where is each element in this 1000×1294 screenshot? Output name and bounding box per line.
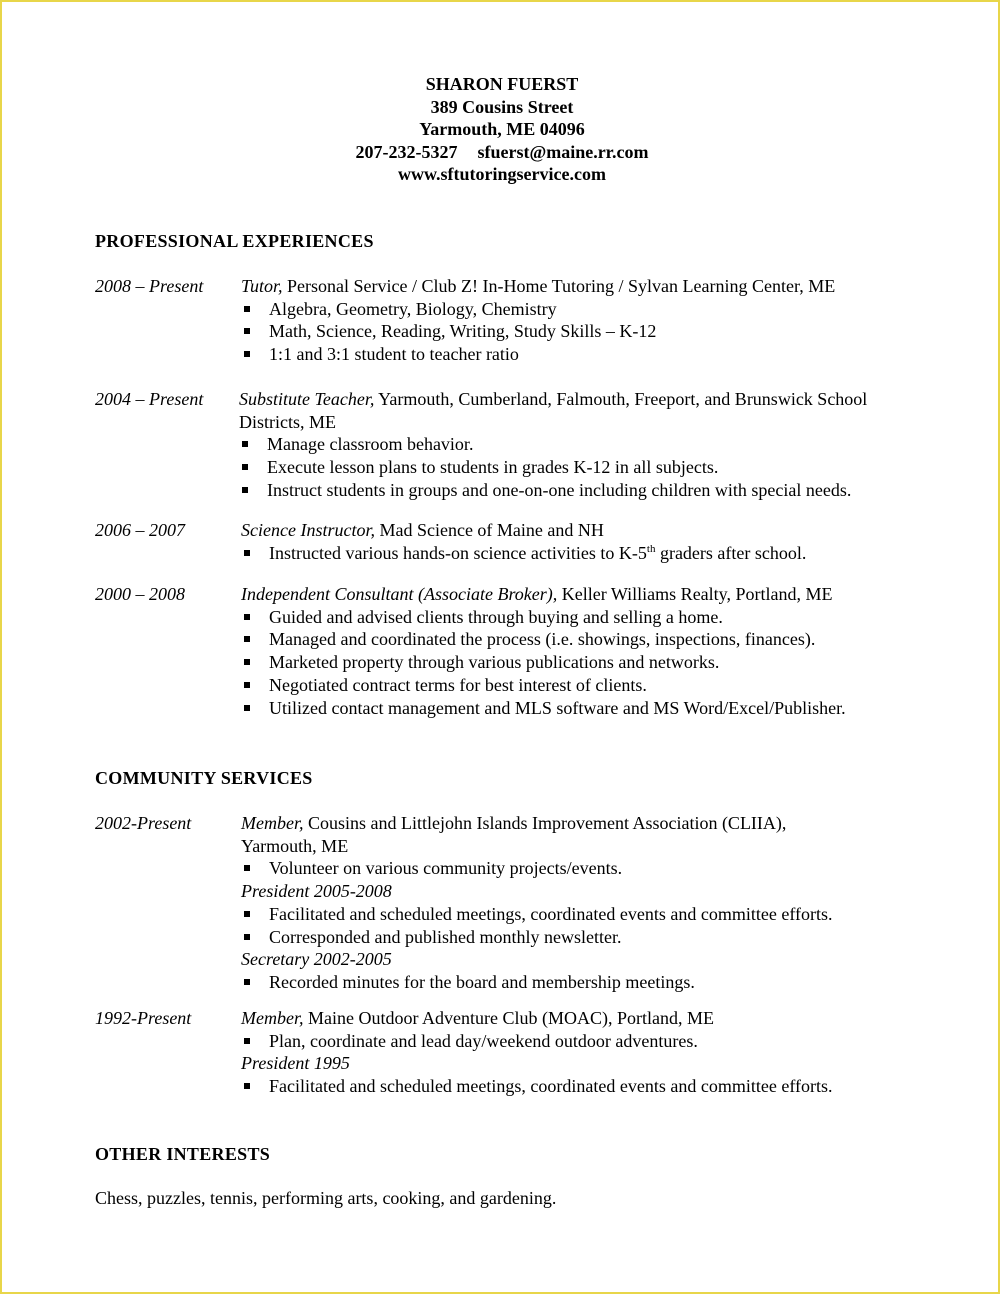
sub-role: Secretary 2002-2005 [241,949,392,970]
list-item: Instructed various hands-on science activities to K-5th graders after school. [241,542,955,565]
community-entry [95,1007,955,1098]
entry-title [239,388,879,433]
website: www.sftutoringservice.com [398,164,606,184]
list-item: Algebra, Geometry, Biology, Chemistry [241,298,955,321]
list-item: 1:1 and 3:1 student to teacher ratio [241,343,955,366]
community-heading: COMMUNITY SERVICES [95,768,313,788]
entry-org: Yarmouth, Cumberland, Falmouth, Freeport, and Brunswick School Districts, ME [239,389,868,432]
list-item: Facilitated and scheduled meetings, coordinated events and committee efforts. [241,1075,955,1098]
community-entry [95,812,955,994]
bullet-list [239,433,939,501]
entry-body [239,388,879,502]
experience-heading: PROFESSIONAL EXPERIENCES [95,231,374,251]
entry-body [241,275,955,366]
bullet-list [241,542,955,565]
list-item: Guided and advised clients through buying and selling a home. [241,606,955,629]
experience-entry [95,583,955,719]
email-address: sfuerst@maine.rr.com [477,141,649,162]
experience-entry [95,388,955,502]
entry-title [241,812,861,857]
entry-org: Cousins and Littlejohn Islands Improvement Association (CLIIA), Yarmouth, ME [241,813,787,856]
entry-date: 2004 – Present [95,389,204,409]
list-item: Manage classroom behavior. [239,433,939,456]
sub-role: President 2005-2008 [241,881,392,902]
list-item: Plan, coordinate and lead day/weekend outdoor adventures. [241,1030,955,1053]
entry-title [241,1007,955,1030]
entry-date: 2000 – 2008 [95,584,185,604]
entry-body [241,583,955,719]
entry-date: 1992-Present [95,1008,192,1028]
list-item: Corresponded and published monthly newsletter. [241,926,941,949]
phone-email-line [2,141,1000,164]
entry-body [241,812,861,994]
bullet-list [241,971,941,994]
entry-role: Science Instructor, [241,520,375,540]
list-item: Marketed property through various publications and networks. [241,651,955,674]
phone-number: 207-232-5327 [355,141,458,162]
contact-header [2,73,1000,186]
bullet-list [241,1075,955,1098]
experience-entry [95,519,955,564]
entry-role: Member, [241,1008,304,1028]
entry-body [241,1007,955,1098]
street-address: 389 Cousins Street [430,96,574,117]
entry-date: 2002-Present [95,813,192,833]
list-item: Volunteer on various community projects/events. [241,857,941,880]
entry-role: Independent Consultant (Associate Broker), [241,584,558,604]
bullet-list [241,903,941,948]
entry-org: Maine Outdoor Adventure Club (MOAC), Portland, ME [303,1008,714,1028]
bullet-list [241,606,955,720]
entry-org: Keller Williams Realty, Portland, ME [557,584,833,604]
entry-role: Tutor, [241,276,283,296]
entry-date: 2006 – 2007 [95,520,185,540]
list-item: Utilized contact management and MLS software and MS Word/Excel/Publisher. [241,697,955,720]
list-item: Instruct students in groups and one-on-one including children with special needs. [239,479,939,502]
list-item: Negotiated contract terms for best interest of clients. [241,674,955,697]
entry-title [241,519,955,542]
list-item: Facilitated and scheduled meetings, coordinated events and committee efforts. [241,903,941,926]
entry-date: 2008 – Present [95,276,204,296]
list-item: Managed and coordinated the process (i.e. showings, inspections, finances). [241,628,955,651]
interests-text: Chess, puzzles, tennis, performing arts, cooking, and gardening. [95,1188,557,1208]
entry-title [241,275,955,298]
entry-title [241,583,955,606]
entry-role: Substitute Teacher, [239,389,375,409]
experience-entry [95,275,955,366]
list-item: Execute lesson plans to students in grades K-12 in all subjects. [239,456,939,479]
entry-body [241,519,955,564]
entry-org: Mad Science of Maine and NH [374,520,604,540]
entry-org: Personal Service / Club Z! In-Home Tutoring / Sylvan Learning Center, ME [282,276,836,296]
list-item: Math, Science, Reading, Writing, Study Skills – K-12 [241,320,955,343]
bullet-list [241,1030,955,1053]
list-item: Recorded minutes for the board and membership meetings. [241,971,941,994]
bullet-list [241,298,955,366]
interests-heading: OTHER INTERESTS [95,1144,271,1164]
candidate-name: SHARON FUERST [425,74,579,94]
sub-role: President 1995 [241,1053,350,1074]
bullet-list [241,857,941,880]
entry-role: Member, [241,813,304,833]
city-state-zip: Yarmouth, ME 04096 [419,119,585,139]
